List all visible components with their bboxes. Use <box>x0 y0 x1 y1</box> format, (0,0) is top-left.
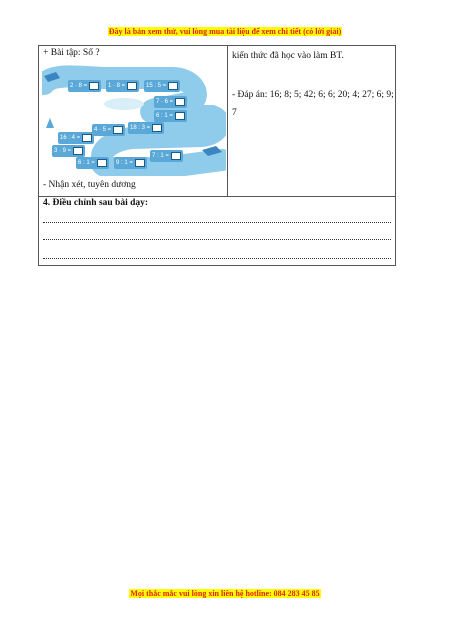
game-cell: 7 : 1 = <box>150 150 183 162</box>
game-cell: 15 : 5 = <box>144 80 180 92</box>
lesson-table <box>38 45 396 266</box>
game-cell: 18 : 3 = <box>128 122 164 134</box>
right-text-line: kiến thức đã học vào làm BT. <box>232 51 344 61</box>
answer-box[interactable] <box>73 147 83 155</box>
game-cell: 2 · 8 = <box>68 80 101 92</box>
exercise-footer: - Nhận xét, tuyên dương <box>43 180 136 190</box>
column-divider <box>227 46 228 197</box>
math-path-game <box>42 64 226 176</box>
answer-box[interactable] <box>171 152 181 160</box>
preview-banner <box>0 27 450 36</box>
answer-box[interactable] <box>82 134 92 142</box>
game-cell: 9 : 1 = <box>114 157 147 169</box>
exercise-title: + Bài tập: Số ? <box>43 48 100 58</box>
answer-box[interactable] <box>152 124 162 132</box>
game-cell: 7 · 6 = <box>154 96 187 108</box>
dotted-line <box>43 258 391 259</box>
preview-banner-text: Đây là bản xem thử, vui lòng mua tài liệu để xem chi tiết (có lời giải) <box>108 27 342 36</box>
game-cell: 4 · 5 = <box>92 124 125 136</box>
answer-box[interactable] <box>97 159 107 167</box>
answer-box[interactable] <box>127 82 137 90</box>
answer-box[interactable] <box>113 126 123 134</box>
hotline-banner <box>0 589 450 598</box>
answer-box[interactable] <box>175 98 185 106</box>
dotted-line <box>43 239 391 240</box>
adjust-section-title: 4. Điều chỉnh sau bài dạy: <box>43 198 149 208</box>
game-cell: 6 : 1 = <box>154 110 187 122</box>
answer-box[interactable] <box>89 82 99 90</box>
game-cell: 16 : 4 = <box>58 132 94 144</box>
game-cell: 6 : 1 = <box>76 157 109 169</box>
answer-box[interactable] <box>135 159 145 167</box>
pond <box>104 98 144 110</box>
answer-box[interactable] <box>175 112 185 120</box>
answer-box[interactable] <box>168 82 178 90</box>
lighthouse-icon <box>46 118 54 128</box>
hotline-banner-text: Mọi thắc mắc vui lòng xin liên hệ hotline: 084 283 45 85 <box>130 589 320 598</box>
game-cell: 3 · 9 = <box>52 145 85 157</box>
answer-key: - Đáp án: 16; 8; 5; 42; 6; 6; 20; 4; 27; 6; 9; 7 <box>232 90 394 118</box>
game-cell: 1 · 8 = <box>106 80 139 92</box>
dotted-line <box>43 222 391 223</box>
